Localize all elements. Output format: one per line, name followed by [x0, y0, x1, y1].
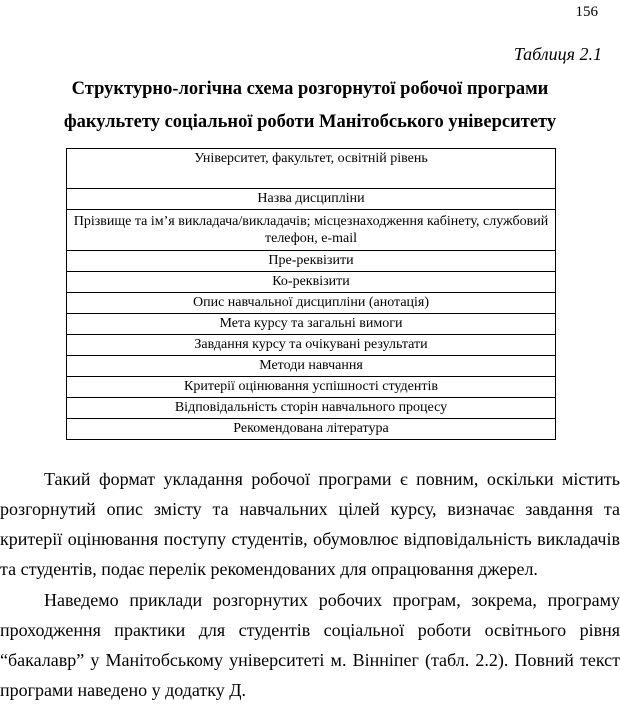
table-label: Таблиця 2.1 — [513, 44, 602, 64]
table-cell: Пре-реквізити — [67, 251, 556, 272]
paragraph-line: Наведемо приклади розгорнутих робочих програм, зокрема, програму — [44, 590, 620, 610]
body-paragraph-1 — [0, 464, 620, 584]
table-row — [67, 335, 556, 356]
table-cell: Університет, факультет, освітній рівень — [67, 149, 556, 189]
table-row — [67, 210, 556, 251]
paragraph-line: розгорнутий опис змісту та навчальних цілей курсу, визначає завдання та — [0, 499, 620, 519]
table-cell: Критерії оцінювання успішності студентів — [67, 377, 556, 398]
paragraph-line: програми наведено у додатку Д. — [0, 680, 247, 700]
table-row — [67, 398, 556, 419]
table-cell: Назва дисципліни — [67, 189, 556, 210]
table-row — [67, 377, 556, 398]
page-number: 156 — [575, 4, 598, 20]
paragraph-line: “бакалавр” у Манітобському університеті м. Вінніпег (табл. 2.2). Повний текст — [0, 650, 620, 670]
paragraph-line: проходження практики для студентів соціальної роботи освітнього рівня — [0, 620, 620, 640]
table-cell: Відповідальність сторін навчального процесу — [67, 398, 556, 419]
table-row — [67, 149, 556, 189]
table-row — [67, 272, 556, 293]
table-row — [67, 419, 556, 440]
structure-schema-table — [66, 148, 556, 440]
paragraph-line: Такий формат укладання робочої програми є повним, оскільки містить — [44, 469, 620, 489]
paragraph-line: та студентів, подає перелік рекомендованих для опрацювання джерел. — [0, 559, 538, 579]
table-row — [67, 293, 556, 314]
table-cell: Завдання курсу та очікувані результати — [67, 335, 556, 356]
table-row — [67, 251, 556, 272]
paragraph-line: критерії оцінювання поступу студентів, обумовлює відповідальність викладачів — [0, 529, 620, 549]
table-row — [67, 314, 556, 335]
table-row — [67, 189, 556, 210]
table-cell: Мета курсу та загальні вимоги — [67, 314, 556, 335]
table-cell: Методи навчання — [67, 356, 556, 377]
table-cell: Опис навчальної дисципліни (анотація) — [67, 293, 556, 314]
table-title-line-2: факультету соціальної роботи Манітобського університету — [63, 112, 557, 132]
table-title-line-1: Структурно-логічна схема розгорнутої робочої програми — [71, 79, 549, 99]
table-cell: Ко-реквізити — [67, 272, 556, 293]
table-cell: Рекомендована література — [67, 419, 556, 440]
table-cell: Прізвище та ім’я викладача/викладачів; місцезнаходження кабінету, службовий телефон, e-mail — [67, 210, 556, 251]
table-row — [67, 356, 556, 377]
body-paragraph-2 — [0, 585, 620, 705]
